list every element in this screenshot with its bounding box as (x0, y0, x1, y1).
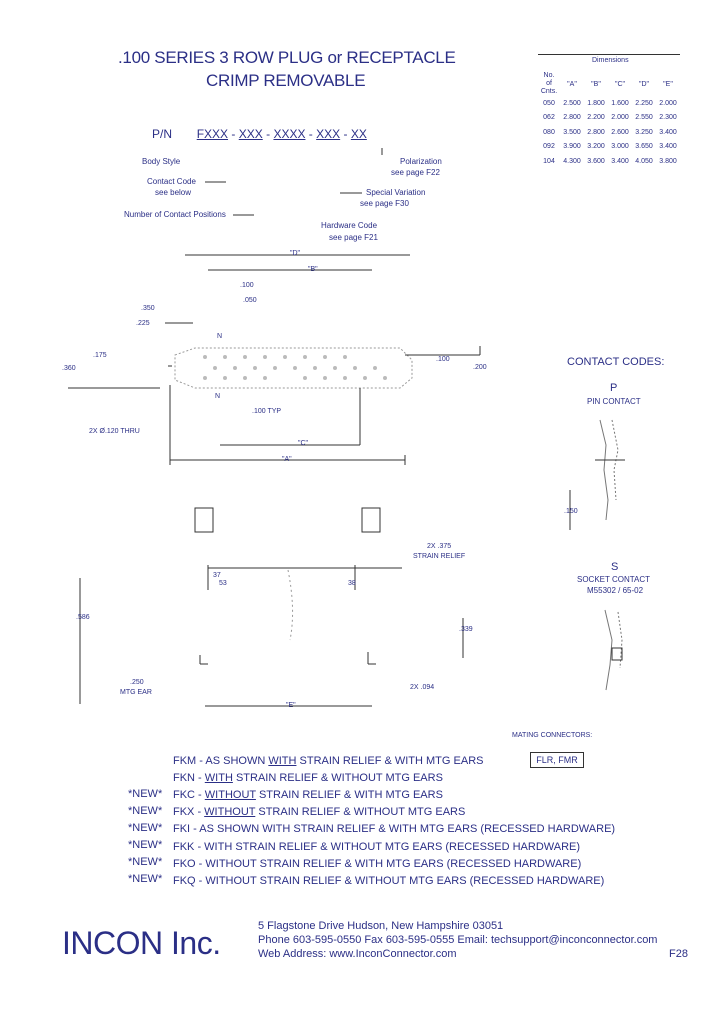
contact-dot (273, 366, 277, 370)
table-cell: 3.900 (563, 143, 581, 151)
table-cell: 2.550 (635, 114, 653, 122)
pn-label: P/N (152, 127, 173, 141)
label-339: .339 (459, 626, 473, 633)
contact-dot (293, 366, 297, 370)
variant-text: FKX - (173, 806, 205, 818)
variant-text: STRAIN RELIEF & WITH MTG EARS (296, 755, 484, 767)
side-view-body (288, 570, 293, 640)
contact-dot (343, 376, 347, 380)
pn-sep: - (343, 127, 348, 141)
label-hole: 2X Ø.120 THRU (89, 428, 140, 435)
variant-text: FKQ - WITHOUT STRAIN RELIEF & WITHOUT MTG EARS (RECESSED HARDWARE) (173, 875, 605, 887)
pn-sep: - (231, 127, 236, 141)
label-n-bot: N (215, 393, 221, 400)
callout-contact-code-see: see below (155, 188, 192, 197)
variant-text: FKM - AS SHOWN (173, 755, 269, 767)
variant-row (173, 858, 581, 870)
contact-dot (263, 376, 267, 380)
label-typ: .100 TYP (252, 408, 282, 415)
new-badge: *NEW* (128, 822, 163, 834)
table-cell: 3.200 (587, 143, 605, 151)
dimensions-title: Dimensions (592, 57, 629, 64)
mating-label: MATING CONNECTORS: (512, 732, 593, 739)
variant-text: STRAIN RELIEF & WITH MTG EARS (255, 789, 443, 801)
pin-dim-150: .150 (564, 508, 578, 515)
label-586: .586 (76, 614, 90, 621)
new-badge: *NEW* (128, 805, 163, 817)
table-cell: 3.400 (659, 143, 677, 151)
contact-dot (243, 355, 247, 359)
table-cell: 2.000 (659, 99, 677, 107)
dim-header: No. of Cnts. (540, 72, 558, 95)
variant-emph: WITH (204, 772, 233, 784)
variant-row (173, 841, 580, 853)
label-200: .200 (473, 364, 487, 371)
contact-dot (253, 366, 257, 370)
contact-dot (263, 355, 267, 359)
table-cell: 2.800 (563, 114, 581, 122)
table-cell: 3.400 (611, 157, 629, 165)
contact-dot (223, 376, 227, 380)
pin-label: PIN CONTACT (587, 397, 641, 406)
table-cell: 3.400 (659, 128, 677, 136)
table-cell: 3.650 (635, 143, 653, 151)
table-cell: 092 (543, 143, 555, 151)
table-cell: 2.000 (611, 114, 629, 122)
dim-header: "C" (614, 80, 626, 88)
label-100b: .100 (436, 356, 450, 363)
callout-body-style: Body Style (142, 157, 181, 166)
contact-dot (313, 366, 317, 370)
label-350: .350 (141, 305, 155, 312)
table-cell: 2.800 (587, 128, 605, 136)
table-cell: 104 (543, 157, 555, 165)
contact-dot (363, 376, 367, 380)
table-cell: 4.300 (563, 157, 581, 165)
contact-dot (383, 376, 387, 380)
footer-phone: Phone 603-595-0550 Fax 603-595-0555 Email: techsupport@inconconnector.com (258, 934, 658, 946)
table-cell: 2.600 (611, 128, 629, 136)
label-250: .250 (130, 679, 144, 686)
contact-dot (233, 366, 237, 370)
variant-text: FKI - AS SHOWN WITH STRAIN RELIEF & WITH MTG EARS (RECESSED HARDWARE) (173, 823, 616, 835)
pn-segment-polarization: XX (350, 127, 367, 141)
new-badge: *NEW* (128, 856, 163, 868)
title-line-2: CRIMP REMOVABLE (206, 71, 366, 90)
variant-row (173, 755, 483, 767)
table-cell: 4.050 (635, 157, 653, 165)
label-38: 38 (348, 580, 356, 587)
table-cell: 3.600 (587, 157, 605, 165)
socket-contact-shape (605, 610, 612, 690)
label-strain-1: 2X .375 (427, 543, 452, 550)
dim-header: "A" (567, 80, 577, 88)
dim-header: "E" (663, 80, 673, 88)
table-cell: 3.000 (611, 143, 629, 151)
contact-dot (283, 355, 287, 359)
contact-dot (353, 366, 357, 370)
table-cell: 3.500 (563, 128, 581, 136)
contact-dot (303, 376, 307, 380)
label-c: "C" (298, 440, 309, 447)
table-cell: 080 (543, 128, 555, 136)
contact-dot (323, 355, 327, 359)
pn-segment-positions: XXXX (273, 127, 306, 141)
pn-sep: - (308, 127, 313, 141)
label-100: .100 (240, 282, 254, 289)
section-mark-right (362, 508, 380, 532)
contact-dot (343, 355, 347, 359)
variant-text: STRAIN RELIEF & WITHOUT MTG EARS (232, 772, 443, 784)
callout-polarization: Polarization (400, 157, 442, 166)
section-mark-left (195, 508, 213, 532)
contact-dot (203, 376, 207, 380)
table-cell: 1.600 (611, 99, 629, 107)
table-cell: 2.250 (635, 99, 653, 107)
label-d: "D" (290, 250, 301, 257)
variant-row (173, 772, 443, 784)
variant-row (173, 823, 615, 835)
table-cell: 2.300 (659, 114, 677, 122)
variant-text: FKO - WITHOUT STRAIN RELIEF & WITH MTG EARS (RECESSED HARDWARE) (173, 858, 582, 870)
contact-dot (333, 366, 337, 370)
label-360: .360 (62, 365, 76, 372)
pn-segment-hardware: XXX (316, 127, 341, 141)
variant-text: FKK - WITH STRAIN RELIEF & WITHOUT MTG EARS (RECESSED HARDWARE) (173, 841, 581, 853)
pin-code: P (610, 382, 618, 394)
variant-emph: WITHOUT (204, 789, 256, 801)
mating-value: FLR, FMR (530, 752, 584, 768)
callout-hardware-see: see page F21 (329, 233, 378, 242)
pin-contact-shape (600, 420, 608, 520)
label-225: .225 (136, 320, 150, 327)
callout-special: Special Variation (366, 188, 426, 197)
variant-row (173, 875, 604, 887)
socket-spec: M55302 / 65-02 (587, 586, 644, 595)
contact-rows (203, 355, 387, 380)
variant-emph: WITH (268, 755, 297, 767)
label-a: "A" (282, 456, 292, 463)
footer-address: 5 Flagstone Drive Hudson, New Hampshire 03051 (258, 920, 504, 932)
label-strain-2: STRAIN RELIEF (413, 553, 466, 560)
brand-logo: INCON Inc. (62, 925, 221, 961)
label-094: 2X .094 (410, 684, 435, 691)
callout-special-see: see page F30 (360, 199, 409, 208)
variant-text: FKN - (173, 772, 205, 784)
table-cell: 050 (543, 99, 555, 107)
callout-contact-code: Contact Code (147, 177, 196, 186)
label-175: .175 (93, 352, 107, 359)
label-n-top: N (217, 333, 223, 340)
callout-hardware: Hardware Code (321, 221, 378, 230)
new-badge: *NEW* (128, 788, 163, 800)
contact-dot (213, 366, 217, 370)
new-badge: *NEW* (128, 873, 163, 885)
table-cell: 062 (543, 114, 555, 122)
label-050: .050 (243, 297, 257, 304)
socket-contact-sleeve (612, 648, 622, 660)
table-cell: 3.800 (659, 157, 677, 165)
pn-segment-body: FXXX (196, 127, 229, 141)
socket-code: S (611, 561, 619, 573)
pn-sep: - (266, 127, 271, 141)
table-cell: 2.500 (563, 99, 581, 107)
table-cell: 3.250 (635, 128, 653, 136)
table-cell: 2.200 (587, 114, 605, 122)
variant-row (173, 789, 443, 801)
variant-text: STRAIN RELIEF & WITHOUT MTG EARS (255, 806, 466, 818)
contact-dot (303, 355, 307, 359)
pn-segment-contact: XXX (238, 127, 263, 141)
variant-emph: WITHOUT (204, 806, 256, 818)
variant-text: FKC - (173, 789, 205, 801)
contact-codes-title: CONTACT CODES: (567, 356, 665, 368)
contact-dot (243, 376, 247, 380)
dim-header: "D" (638, 80, 650, 88)
label-37: 37 (213, 572, 221, 579)
label-53: 53 (219, 580, 227, 587)
variant-row (173, 806, 465, 818)
contact-dot (323, 376, 327, 380)
socket-label: SOCKET CONTACT (577, 575, 651, 584)
page-number: F28 (669, 948, 688, 960)
new-badge: *NEW* (128, 839, 163, 851)
label-b: "B" (308, 266, 318, 273)
label-mtg: MTG EAR (120, 689, 152, 696)
dim-header: "B" (591, 80, 601, 88)
table-cell: 1.800 (587, 99, 605, 107)
contact-dot (373, 366, 377, 370)
callout-polarization-see: see page F22 (391, 168, 440, 177)
title-line-1: .100 SERIES 3 ROW PLUG or RECEPTACLE (118, 48, 456, 67)
contact-dot (203, 355, 207, 359)
callout-num-positions: Number of Contact Positions (124, 210, 226, 219)
label-e: "E" (286, 702, 296, 709)
contact-dot (223, 355, 227, 359)
footer-web: Web Address: www.InconConnector.com (258, 948, 457, 960)
